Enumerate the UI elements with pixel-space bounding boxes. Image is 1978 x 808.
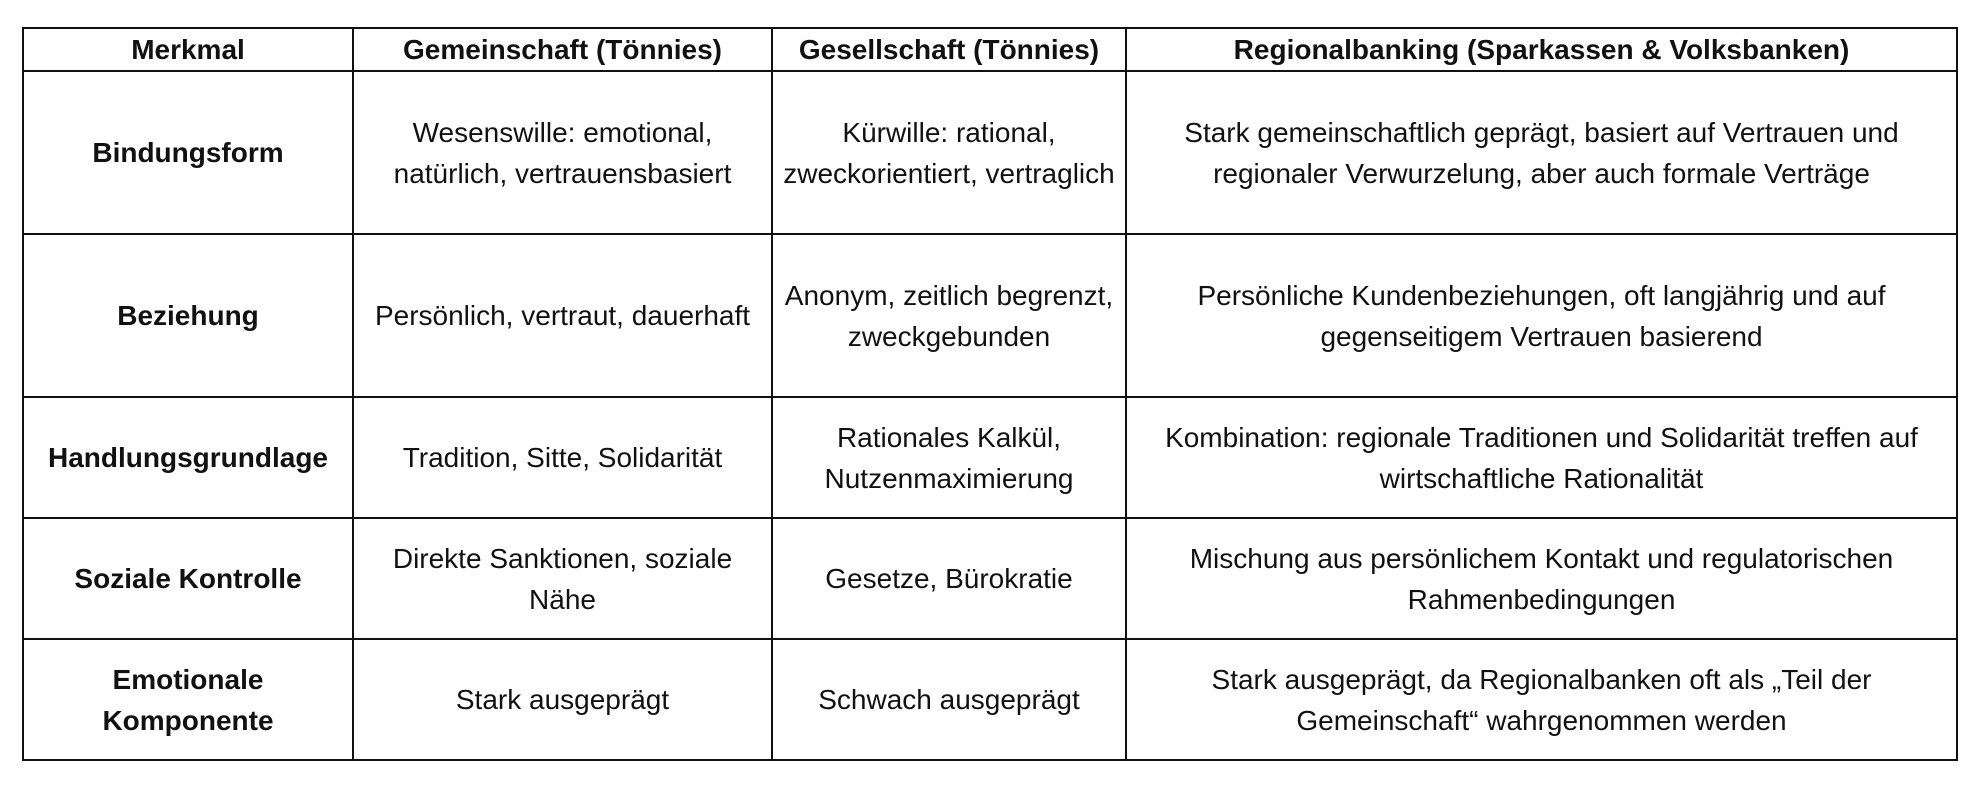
- regionalbanking-cell: Stark gemeinschaftlich geprägt, basiert auf Vertrauen und regionaler Verwurzelung, aber auch formale Verträge: [1126, 71, 1957, 234]
- gesellschaft-cell: Rationales Kalkül, Nutzenmaximierung: [772, 397, 1126, 518]
- gemeinschaft-cell: Wesenswille: emotional, natürlich, vertrauensbasiert: [353, 71, 772, 234]
- gemeinschaft-cell: Stark ausgeprägt: [353, 639, 772, 760]
- gemeinschaft-cell: Persönlich, vertraut, dauerhaft: [353, 234, 772, 397]
- gesellschaft-cell: Kürwille: rational, zweckorientiert, vertraglich: [772, 71, 1126, 234]
- gesellschaft-cell: Gesetze, Bürokratie: [772, 518, 1126, 639]
- table-row: [23, 71, 1957, 234]
- header-regionalbanking: Regionalbanking (Sparkassen & Volksbanken): [1126, 28, 1957, 71]
- table-row: [23, 518, 1957, 639]
- gemeinschaft-cell: Direkte Sanktionen, soziale Nähe: [353, 518, 772, 639]
- regionalbanking-cell: Mischung aus persönlichem Kontakt und regulatorischen Rahmenbedingungen: [1126, 518, 1957, 639]
- header-merkmal: Merkmal: [23, 28, 353, 71]
- gesellschaft-cell: Schwach ausgeprägt: [772, 639, 1126, 760]
- gesellschaft-cell: Anonym, zeitlich begrenzt, zweckgebunden: [772, 234, 1126, 397]
- row-label: Handlungsgrundlage: [23, 397, 353, 518]
- regionalbanking-cell: Kombination: regionale Traditionen und Solidarität treffen auf wirtschaftliche Rationalität: [1126, 397, 1957, 518]
- table-row: [23, 397, 1957, 518]
- row-label: Emotionale Komponente: [23, 639, 353, 760]
- header-row: [23, 28, 1957, 71]
- gemeinschaft-cell: Tradition, Sitte, Solidarität: [353, 397, 772, 518]
- row-label: Soziale Kontrolle: [23, 518, 353, 639]
- table-row: [23, 234, 1957, 397]
- row-label: Bindungsform: [23, 71, 353, 234]
- regionalbanking-cell: Stark ausgeprägt, da Regionalbanken oft als „Teil der Gemeinschaft“ wahrgenommen werden: [1126, 639, 1957, 760]
- header-gesellschaft: Gesellschaft (Tönnies): [772, 28, 1126, 71]
- regionalbanking-cell: Persönliche Kundenbeziehungen, oft langjährig und auf gegenseitigem Vertrauen basierend: [1126, 234, 1957, 397]
- table-row: [23, 639, 1957, 760]
- row-label: Beziehung: [23, 234, 353, 397]
- comparison-table: [22, 27, 1958, 761]
- header-gemeinschaft: Gemeinschaft (Tönnies): [353, 28, 772, 71]
